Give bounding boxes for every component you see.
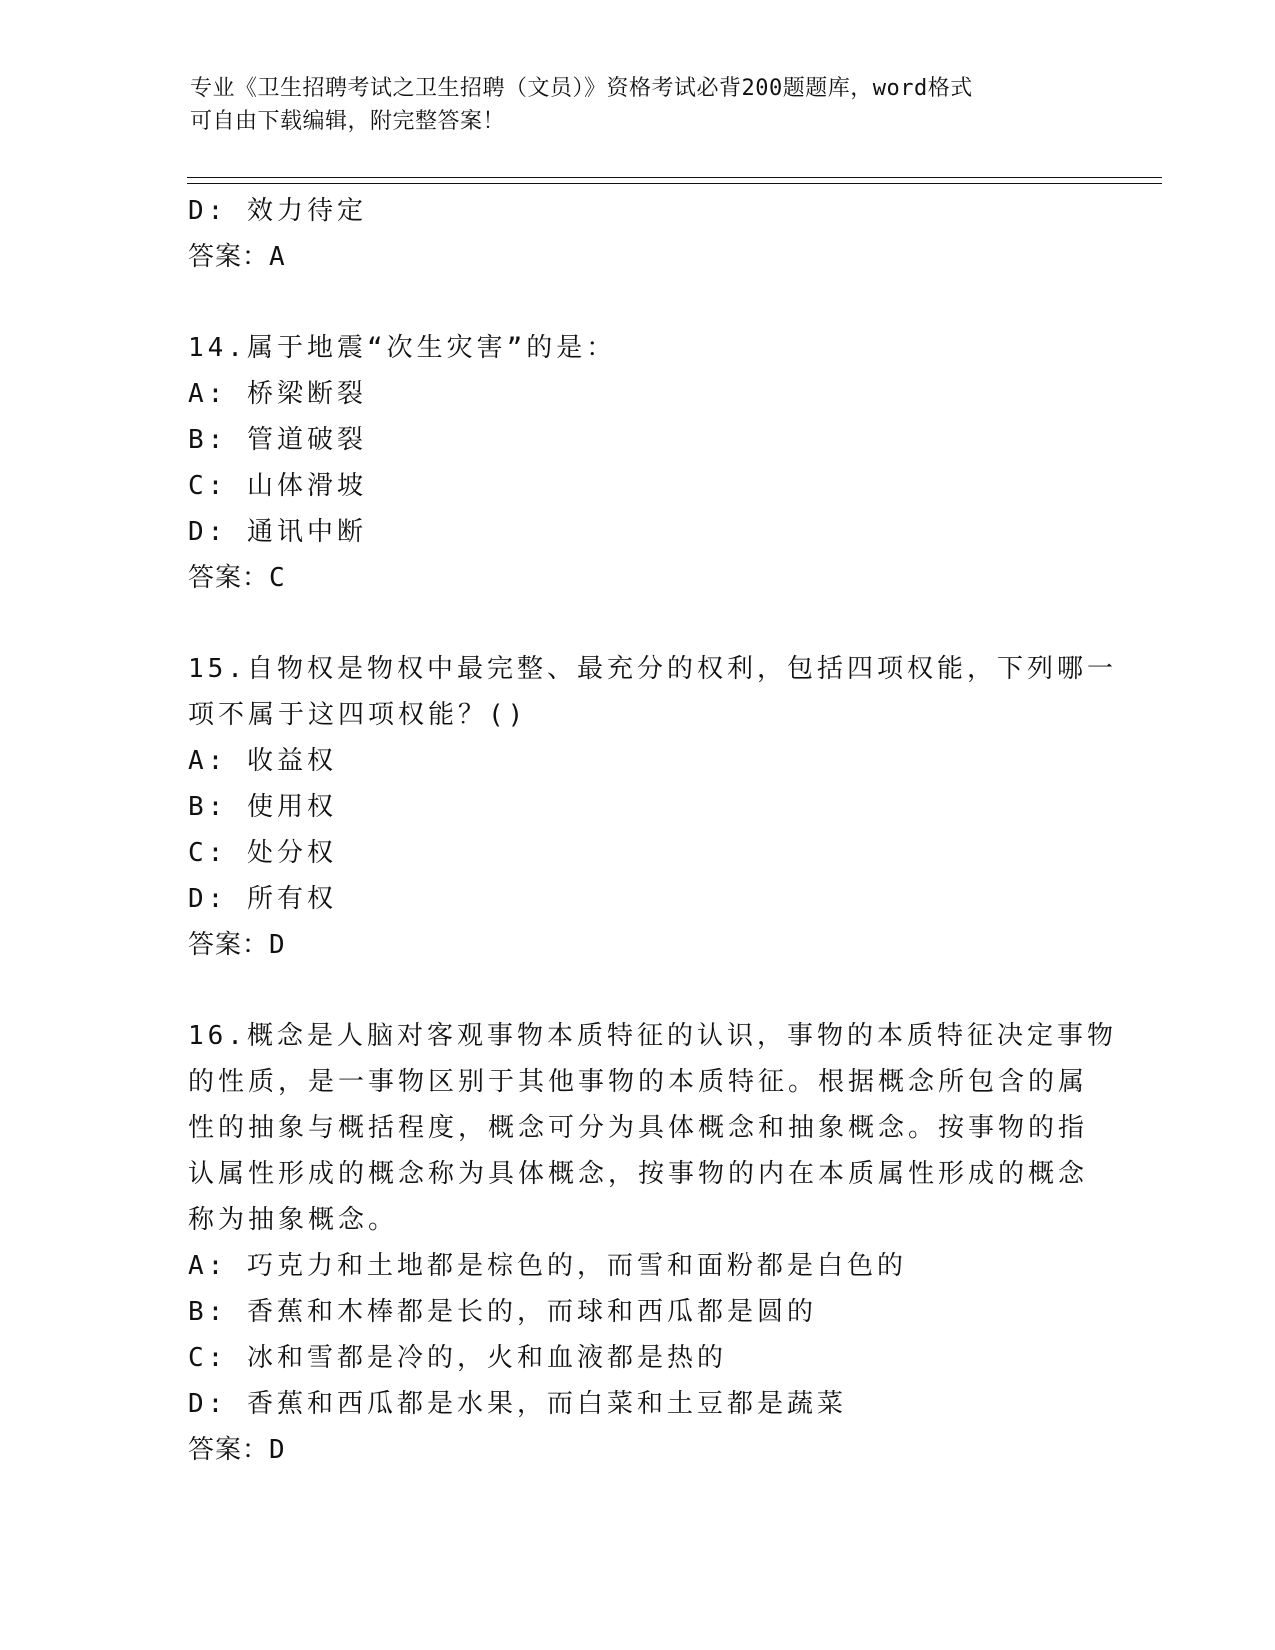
option-a: A: 收益权 (188, 746, 337, 776)
answer-line: 答案：A (188, 242, 286, 272)
option-a: A: 巧克力和土地都是棕色的，而雪和面粉都是白色的 (188, 1251, 907, 1281)
question-13-tail (188, 188, 1088, 280)
question-stem-line: 项不属于这四项权能？() (188, 700, 528, 730)
option-b: B: 使用权 (188, 792, 337, 822)
document-header (190, 72, 1090, 138)
option-c: C: 山体滑坡 (188, 471, 367, 501)
answer-line: 答案：D (188, 1435, 286, 1465)
spacer (188, 601, 1088, 646)
option-d: D: 所有权 (188, 884, 337, 914)
option-a: A: 桥梁断裂 (188, 379, 367, 409)
option-d: D: 香蕉和西瓜都是水果，而白菜和土豆都是蔬菜 (188, 1389, 847, 1419)
header-divider-bottom (187, 183, 1162, 184)
header-divider-top (187, 177, 1162, 178)
option-b: B: 香蕉和木棒都是长的，而球和西瓜都是圆的 (188, 1297, 817, 1327)
question-15 (188, 646, 1117, 968)
question-stem-line: 15.自物权是物权中最完整、最充分的权利，包括四项权能，下列哪一 (188, 654, 1117, 684)
question-stem-line: 16.概念是人脑对客观事物本质特征的认识，事物的本质特征决定事物 (188, 1021, 1117, 1051)
question-14 (188, 325, 1088, 601)
answer-line: 答案：D (188, 930, 286, 960)
option-d: D: 效力待定 (188, 196, 367, 226)
spacer (188, 280, 1088, 325)
question-stem-line: 称为抽象概念。 (188, 1205, 399, 1235)
header-title-line-2: 可自由下载编辑，附完整答案！ (190, 109, 506, 134)
option-c: C: 处分权 (188, 838, 337, 868)
option-b: B: 管道破裂 (188, 425, 367, 455)
question-stem-line: 性的抽象与概括程度，概念可分为具体概念和抽象概念。按事物的指 (188, 1113, 1089, 1143)
spacer (188, 968, 1088, 1013)
option-c: C: 冰和雪都是冷的，火和血液都是热的 (188, 1343, 727, 1373)
question-list (188, 188, 1117, 1473)
question-stem-line: 的性质，是一事物区别于其他事物的本质特征。根据概念所包含的属 (188, 1067, 1089, 1097)
question-16 (188, 1013, 1117, 1473)
answer-line: 答案：C (188, 563, 286, 593)
question-stem-line: 认属性形成的概念称为具体概念，按事物的内在本质属性形成的概念 (188, 1159, 1089, 1189)
question-stem: 14.属于地震“次生灾害”的是： (188, 333, 617, 363)
option-d: D: 通讯中断 (188, 517, 367, 547)
header-title-line-1: 专业《卫生招聘考试之卫生招聘（文员）》资格考试必背200题题库，word格式 (190, 76, 973, 101)
